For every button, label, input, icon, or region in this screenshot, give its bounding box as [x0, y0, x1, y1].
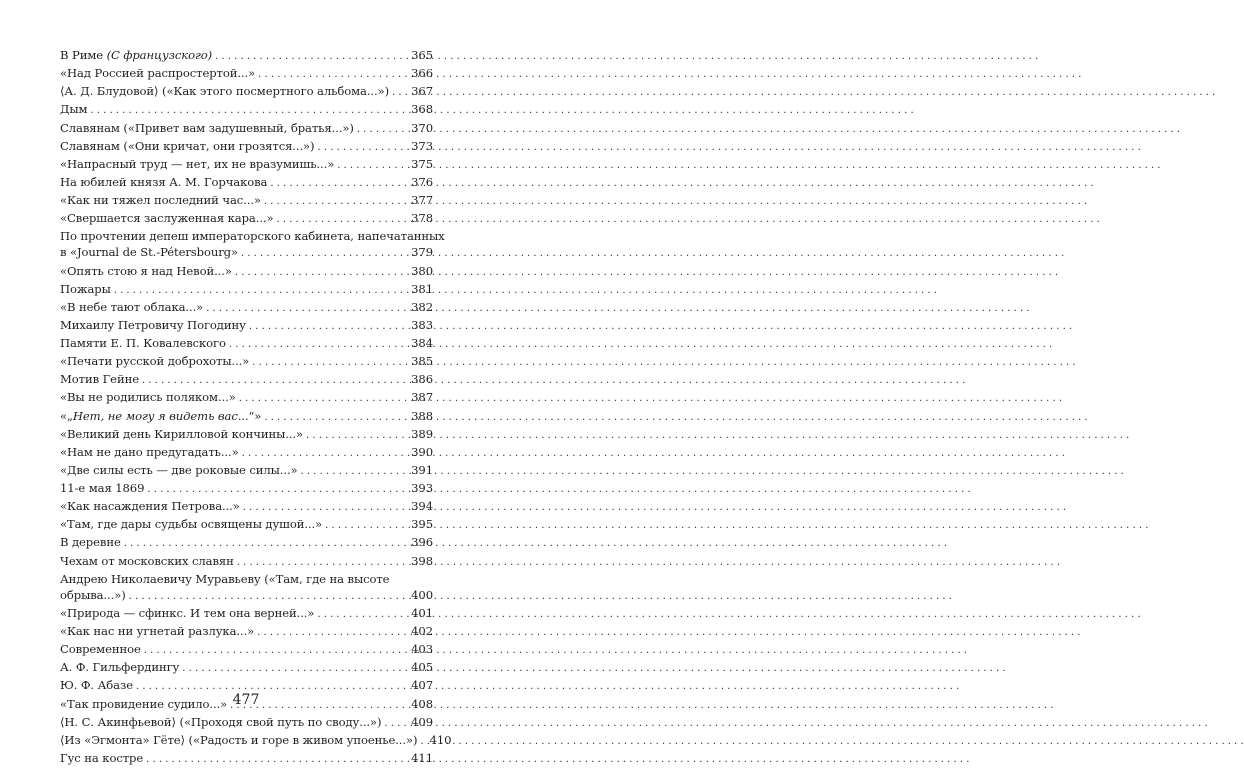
toc-entry: [60, 534, 433, 552]
toc-entry-page: 403: [411, 642, 433, 657]
leader-dots: [142, 373, 408, 389]
toc-entry: [60, 571, 433, 605]
toc-entry-title-text: «Там, где дары судьбы освящены душой...»: [60, 517, 323, 532]
toc-entry-page: 379: [411, 245, 433, 260]
leader-dots: [146, 752, 408, 768]
toc-entry-title: [60, 263, 232, 279]
toc-entry-page: 388: [411, 408, 433, 423]
toc-entry-page: 384: [411, 336, 433, 350]
toc-entry-title: [60, 714, 381, 730]
leader-dots: [249, 319, 408, 335]
toc-entry: [60, 228, 445, 262]
leader-dots: [237, 555, 408, 571]
leader-dots: [325, 518, 408, 534]
leader-dots: [420, 734, 426, 750]
leader-dots: [182, 661, 408, 677]
toc-entry-title: [60, 553, 234, 569]
toc-entry: [60, 732, 452, 750]
toc-entry-title-text: Пожары: [60, 281, 111, 296]
toc-entry: [60, 408, 433, 426]
toc-entry-page: 387: [411, 390, 433, 405]
leader-dots: [301, 464, 408, 480]
toc-entry-page: 398: [411, 553, 433, 568]
toc-entry: [60, 335, 433, 353]
toc-entry-page: 390: [411, 444, 433, 459]
toc-entry: [60, 389, 433, 407]
toc-entry-title: [60, 192, 261, 208]
toc-entry-page: 389: [411, 426, 433, 441]
toc-entry-page: 408: [411, 696, 433, 711]
toc-entry-title: [60, 299, 203, 315]
toc-entry: [60, 281, 433, 299]
toc-entry-title-text: «Так провидение судило...»: [60, 696, 228, 711]
toc-entry-title-text: 11-е мая 1869: [60, 481, 145, 495]
toc-entry: [60, 750, 433, 768]
leader-dots: [264, 194, 408, 210]
toc-entry: [60, 444, 433, 462]
toc-entry-title-text: “»: [248, 408, 262, 423]
toc-entry-page: 407: [411, 678, 433, 693]
leader-dots: [306, 428, 408, 444]
toc-entry-page: 385: [411, 354, 433, 369]
toc-entry-page: 381: [411, 281, 433, 296]
toc-entry-title: [60, 750, 143, 766]
leader-dots: [384, 716, 408, 732]
toc-entry-title-text: А. Ф. Гильфердингу: [60, 660, 180, 675]
toc-entry-title-text: «Как нас ни угнетай разлука...»: [60, 624, 255, 638]
toc-entry-title: [60, 498, 240, 514]
toc-entry-page: 402: [411, 624, 433, 638]
toc-entry: [60, 516, 433, 534]
toc-entry-page: 376: [411, 174, 433, 189]
leader-dots: [147, 482, 408, 498]
toc-entry-title-text: обрыва...»): [60, 587, 126, 602]
toc-entry-title: [60, 353, 249, 369]
toc-entry-title-text: Современное: [60, 642, 141, 657]
toc-entry-title-text: Мотив Гейне: [60, 372, 139, 387]
leader-dots: [276, 212, 408, 228]
leader-dots: [392, 85, 408, 101]
toc-entry-title: [60, 408, 261, 424]
toc-entry-title-text: «Опять стою я над Невой...»: [60, 263, 232, 278]
toc-entry-page: 373: [411, 138, 433, 153]
toc-entry-title-text: Ю. Ф. Абазе: [60, 678, 133, 693]
toc-entry-title: [60, 444, 239, 460]
toc-entry-title-text: ⟨А. Д. Блудовой⟩ («Как этого посмертного альбома...»): [60, 84, 390, 99]
toc-entry: [60, 605, 433, 623]
leader-dots: [357, 122, 408, 138]
toc-entry-title: [60, 174, 267, 190]
leader-dots: [239, 391, 408, 407]
toc-entry-title: [60, 641, 141, 657]
toc-entry-title-text: В деревне: [60, 535, 121, 550]
toc-entry-title-text: ⟨Н. С. Акинфьевой⟩ («Проходя свой путь по своду...»): [60, 714, 382, 729]
toc-entry-page: 367: [411, 84, 433, 99]
toc-entry-title-text: «Великий день Кирилловой кончины...»: [60, 426, 304, 441]
toc-entry-title-line: По прочтении депеш императорского кабинета, напечатанных: [60, 229, 445, 244]
toc-entry-title-text: «Природа — сфинкс. И тем она верней...»: [60, 605, 315, 620]
leader-dots: [337, 158, 408, 174]
toc-entry: [60, 47, 433, 65]
toc-entry-title: [60, 426, 303, 442]
table-of-contents: [60, 47, 452, 768]
leader-dots: [124, 536, 408, 552]
leader-dots: [252, 355, 408, 371]
leader-dots: [270, 176, 408, 192]
toc-entry-title: [60, 138, 314, 154]
leader-dots: [242, 446, 408, 462]
toc-entry-title-text: Памяти Е. П. Ковалевского: [60, 336, 226, 350]
toc-entry-title-text: «„: [60, 408, 73, 423]
toc-entry-title-text: «Нам не дано предугадать...»: [60, 444, 239, 459]
toc-entry-page: 394: [411, 499, 433, 514]
toc-entry-title: [60, 47, 212, 63]
toc-entry-page: 382: [411, 299, 433, 314]
toc-entry-page: 380: [411, 263, 433, 278]
toc-entry: [60, 553, 433, 571]
toc-entry-title-text: «Над Россией распростертой...»: [60, 66, 256, 81]
toc-entry-title: [60, 317, 246, 333]
toc-entry-title-text: Михаилу Петровичу Погодину: [60, 317, 246, 332]
leader-dots: [264, 410, 408, 426]
toc-entry-page: 368: [411, 102, 433, 117]
toc-entry-title: [60, 732, 417, 748]
toc-entry-page: 409: [411, 714, 433, 729]
toc-entry: [60, 210, 433, 228]
toc-entry-title-text: «Вы не родились поляком...»: [60, 390, 236, 405]
toc-entry-title: [60, 462, 298, 478]
toc-entry-title-text: Гус на костре: [60, 750, 144, 765]
toc-entry: [60, 659, 433, 677]
toc-entry: [60, 371, 433, 389]
toc-entry-page: 386: [411, 372, 433, 387]
leader-dots: [258, 67, 408, 83]
leader-dots: [257, 625, 408, 641]
toc-entry-page: 401: [411, 605, 433, 620]
toc-entry-title: [60, 210, 273, 226]
toc-entry-title: [60, 281, 111, 297]
toc-entry-title: [60, 389, 236, 405]
toc-entry-title-text: «Как ни тяжел последний час...»: [60, 193, 261, 207]
toc-entry: [60, 353, 433, 371]
toc-entry-title: [60, 156, 334, 172]
toc-entry-page: 405: [411, 660, 433, 675]
toc-entry: [60, 65, 433, 83]
toc-entry-title: [60, 101, 87, 117]
leader-dots: [215, 49, 408, 65]
leader-dots: [241, 246, 408, 262]
toc-entry-page: 393: [411, 481, 433, 495]
toc-entry: [60, 426, 433, 444]
toc-entry-title-text: Дым: [60, 102, 88, 117]
toc-entry-title-text: в «Journal de St.-Pétersbourg»: [60, 245, 238, 260]
toc-entry-title: [60, 335, 226, 351]
toc-entry-page: 400: [411, 587, 433, 602]
leader-dots: [206, 301, 408, 317]
toc-entry: [60, 714, 433, 732]
toc-entry: [60, 299, 433, 317]
toc-entry: [60, 498, 433, 516]
toc-entry-page: 366: [411, 66, 433, 81]
toc-entry: [60, 623, 433, 641]
toc-entry-title: [60, 534, 121, 550]
toc-entry-title-text: «Как насаждения Петрова...»: [60, 499, 240, 514]
toc-entry: [60, 641, 433, 659]
leader-dots: [243, 500, 408, 516]
toc-entry-title: [60, 480, 144, 496]
toc-entry-page: 396: [411, 535, 433, 550]
toc-entry: [60, 192, 433, 210]
toc-entry-page: 370: [411, 120, 433, 135]
leader-dots: [235, 265, 408, 281]
toc-entry-title: [60, 65, 255, 81]
toc-entry-page: 391: [411, 462, 433, 477]
toc-entry: [60, 317, 433, 335]
toc-entry-title: [60, 605, 314, 621]
toc-entry-title-text: На юбилей князя А. М. Горчакова: [60, 174, 268, 189]
toc-entry-title-text: В Риме: [60, 48, 107, 62]
toc-entry-page: 377: [411, 193, 433, 207]
toc-entry-page: 378: [411, 211, 433, 226]
toc-entry-title-text: «Свершается заслуженная кара...»: [60, 211, 274, 226]
toc-entry-title-text: Славянам («Привет вам задушевный, братья...»): [60, 120, 354, 135]
toc-entry: [60, 480, 433, 498]
leader-dots: [144, 643, 408, 659]
toc-entry-page: 410: [429, 732, 452, 747]
toc-entry: [60, 120, 433, 138]
toc-entry: [60, 462, 433, 480]
toc-entry-title: [60, 587, 126, 603]
toc-entry-title: [60, 120, 354, 136]
leader-dots: [114, 283, 408, 299]
leader-dots: [90, 103, 408, 119]
toc-entry-title: [60, 371, 139, 387]
toc-entry-title: [60, 244, 238, 260]
toc-entry: [60, 101, 433, 119]
toc-entry: [60, 156, 433, 174]
toc-entry: [60, 174, 433, 192]
toc-entry-page: 395: [411, 517, 433, 532]
toc-entry-title-text: «В небе тают облака...»: [60, 299, 204, 314]
toc-entry-title-text: «Две силы есть — две роковые силы...»: [60, 462, 298, 477]
leader-dots: [129, 589, 408, 605]
toc-entry: [60, 83, 433, 101]
leader-dots: [317, 607, 408, 623]
toc-entry-title-italic: Нет, не могу я видеть вас...: [72, 408, 249, 423]
toc-entry-title-text: «Печати русской доброхоты...»: [60, 354, 250, 369]
leader-dots: [317, 140, 408, 156]
toc-entry-title-text: Славянам («Они кричат, они грозятся...»): [60, 138, 315, 153]
toc-entry-page: 383: [411, 317, 433, 332]
page-number: 477: [232, 692, 260, 708]
toc-entry-title-text: ⟨Из «Эгмонта» Гёте⟩ («Радость и горе в живом упоенье...»): [60, 732, 418, 747]
toc-entry-title-line: Андрею Николаевичу Муравьеву («Там, где на высоте: [60, 571, 390, 586]
toc-entry-title: [60, 516, 322, 532]
toc-entry-title: [60, 659, 179, 675]
toc-entry: [60, 138, 433, 156]
toc-entry-page: 375: [411, 156, 433, 171]
toc-entry: [60, 263, 433, 281]
leader-dots: [229, 337, 408, 353]
toc-entry-page: 411: [411, 750, 433, 765]
toc-entry-title-text: «Напрасный труд — нет, их не вразумишь...»: [60, 156, 335, 171]
toc-entry-title-italic: (С французского): [106, 48, 213, 62]
toc-entry-page: 365: [411, 48, 433, 62]
toc-entry-title: [60, 623, 254, 639]
toc-entry-title: [60, 83, 389, 99]
toc-entry-title-text: Чехам от московских славян: [60, 553, 234, 568]
